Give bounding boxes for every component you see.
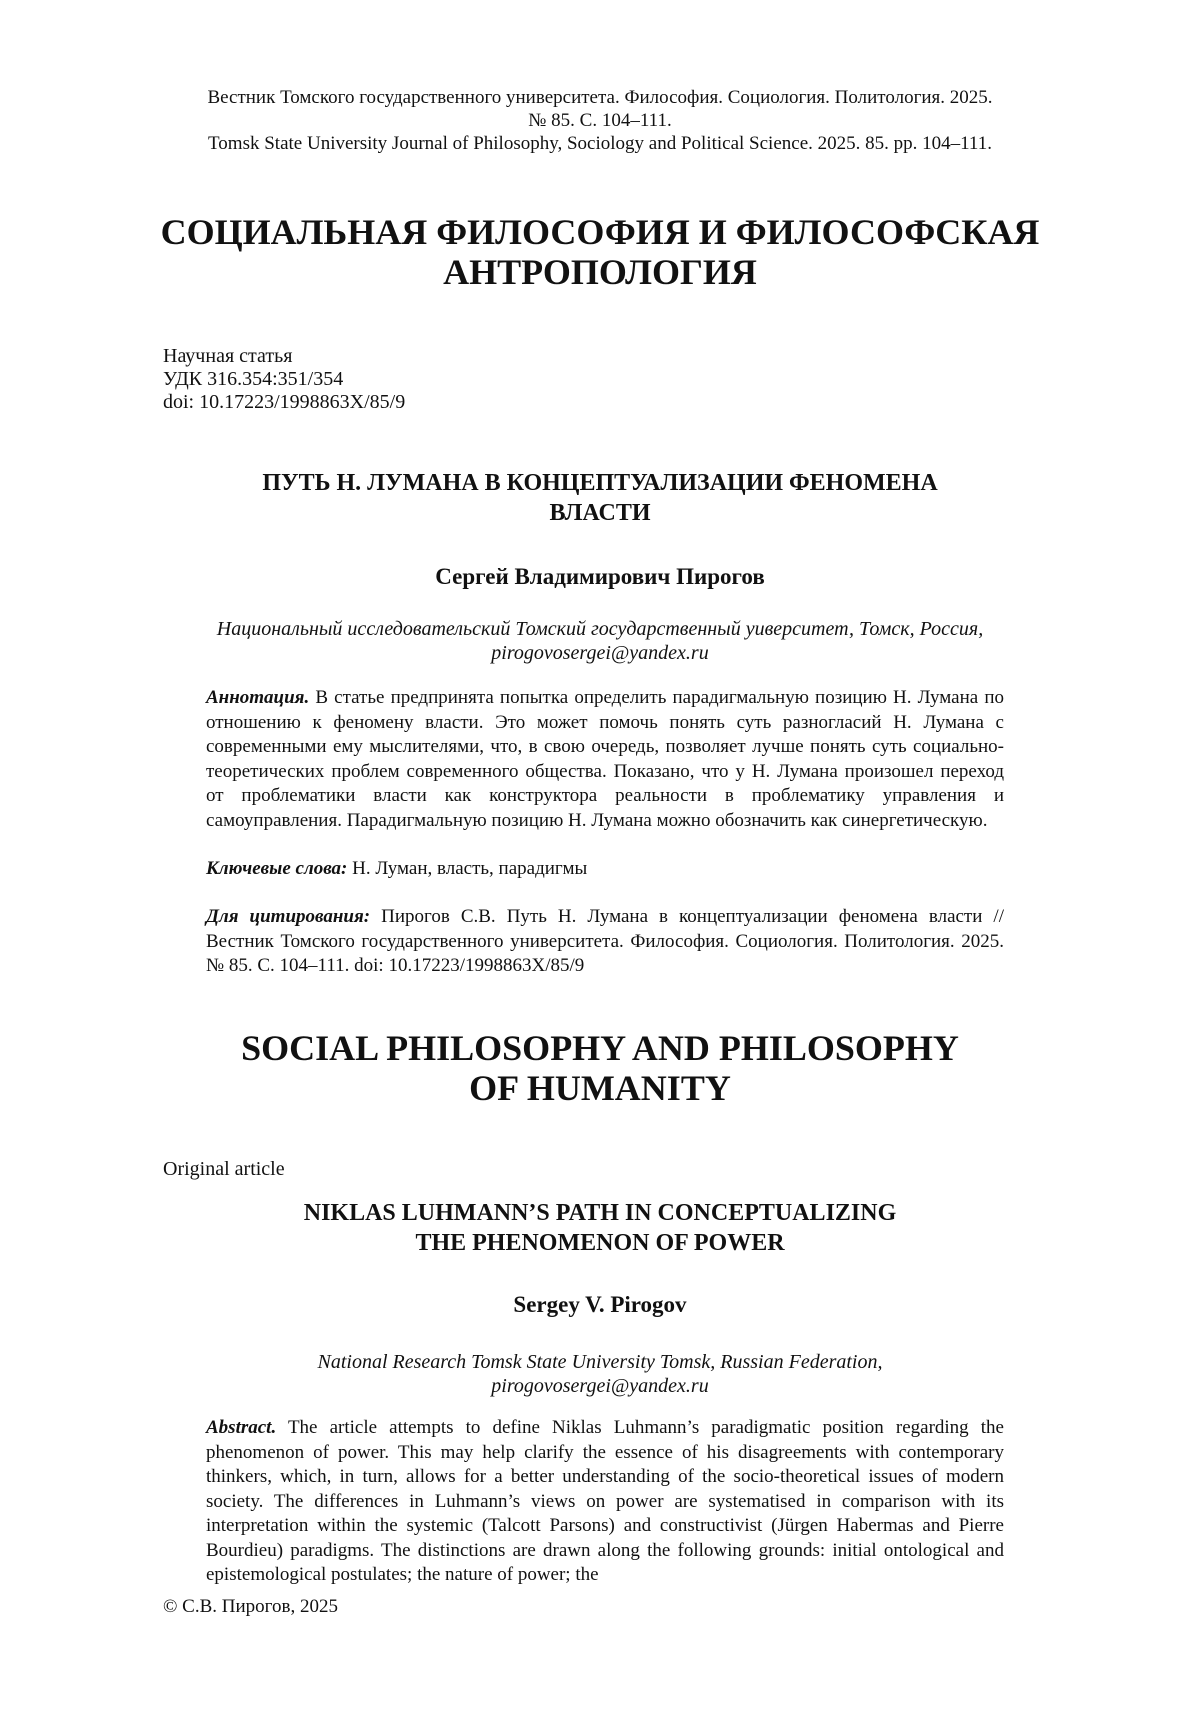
article-title-ru-line1: ПУТЬ Н. ЛУМАНА В КОНЦЕПТУАЛИЗАЦИИ ФЕНОМЕНА	[262, 470, 938, 496]
affiliation-en	[150, 1350, 1050, 1398]
citation-ru	[206, 905, 1004, 979]
section-title-ru-line2: АНТРОПОЛОГИЯ	[443, 252, 757, 292]
abstract-ru	[206, 686, 1004, 833]
doi: doi: 10.17223/1998863Х/85/9	[163, 391, 406, 413]
udc-code: УДК 316.354:351/354	[163, 368, 344, 390]
keywords-ru-text: Н. Луман, власть, парадигмы	[347, 858, 588, 879]
abstract-ru-label: Аннотация.	[206, 687, 310, 708]
abstract-en-text: The article attempts to define Niklas Luhmann’s paradigmatic position regarding the phenomenon of power. This may help clarify the essence of his disagreements with contemporary thinkers, which, in turn, allows for a better understanding of the socio-theoretical issues of modern society. The differences in Luhmann’s views on power are systematised in comparison with its interpretation within the systemic (Talcott Parsons) and constructivist (Jürgen Habermas and Pierre Bourdieu) paradigms. The distinctions are drawn along the following grounds: initial ontological and epistemological postulates; the nature of power; the	[206, 1417, 1004, 1585]
section-title-en-line2: OF HUMANITY	[469, 1068, 731, 1108]
abstract-ru-text: В статье предпринята попытка определить парадигмальную позицию Н. Лумана по отношению к феномену власти. Это может помочь понять суть разногласий Н. Лумана с современными ему мыслителями, что, в свою очередь, позволяет лучше понять суть социально-теоретических проблем современного общества. Показано, что у Н. Лумана произошел переход от проблематики власти как конструктора реальности в проблематику управления и самоуправления. Парадигмальную позицию Н. Лумана можно обозначить как синергетическую.	[206, 687, 1004, 831]
journal-citation-en: Tomsk State University Journal of Philosophy, Sociology and Political Science. 2025. 85. pp. 104–111.	[208, 133, 992, 154]
abstract-en-label: Abstract.	[206, 1417, 277, 1438]
section-title-ru-line1: СОЦИАЛЬНАЯ ФИЛОСОФИЯ И ФИЛОСОФСКАЯ	[160, 212, 1040, 252]
article-title-ru	[150, 468, 1050, 528]
author-name-ru: Сергей Владимирович Пирогов	[435, 564, 765, 589]
journal-issue-ru: № 85. С. 104–111.	[528, 110, 672, 131]
article-meta-ru	[163, 345, 405, 414]
keywords-ru	[206, 857, 1004, 882]
journal-citation-ru: Вестник Томского государственного университета. Философия. Социология. Политология. 2025.	[207, 87, 993, 108]
abstract-en	[206, 1416, 1004, 1588]
section-title-en-line1: SOCIAL PHILOSOPHY AND PHILOSOPHY	[241, 1028, 959, 1068]
keywords-ru-label: Ключевые слова:	[206, 858, 348, 879]
article-type-en: Original article	[163, 1158, 285, 1180]
author-name-en: Sergey V. Pirogov	[513, 1292, 687, 1317]
citation-ru-label: Для цитирования:	[206, 906, 371, 927]
section-title-en	[100, 1028, 1100, 1108]
section-title-ru	[100, 212, 1100, 292]
article-title-ru-line2: ВЛАСТИ	[549, 500, 651, 526]
article-title-en-line1: NIKLAS LUHMANN’S PATH IN CONCEPTUALIZING	[303, 1200, 897, 1226]
copyright-notice: © С.В. Пирогов, 2025	[163, 1596, 338, 1617]
article-type-ru: Научная статья	[163, 345, 293, 367]
affiliation-ru	[150, 617, 1050, 665]
citation-ru-text: Пирогов С.В. Путь Н. Лумана в концептуализации феномена власти // Вестник Томского государственного университета. Философия. Социология. Политология. 2025. № 85. С. 104–111. doi: 10.17223/1998863Х/85/9	[206, 906, 1004, 976]
article-title-en-line2: THE PHENOMENON OF POWER	[415, 1230, 785, 1256]
affiliation-en-text: National Research Tomsk State University Tomsk, Russian Federation,	[317, 1351, 883, 1373]
journal-header	[150, 86, 1050, 155]
article-title-en	[150, 1198, 1050, 1258]
affiliation-ru-text: Национальный исследовательский Томский государственный уиверситет, Томск, Россия,	[216, 618, 984, 640]
author-email-en[interactable]: pirogovosergei@yandex.ru	[491, 1375, 709, 1397]
author-email-ru[interactable]: pirogovosergei@yandex.ru	[491, 642, 709, 664]
